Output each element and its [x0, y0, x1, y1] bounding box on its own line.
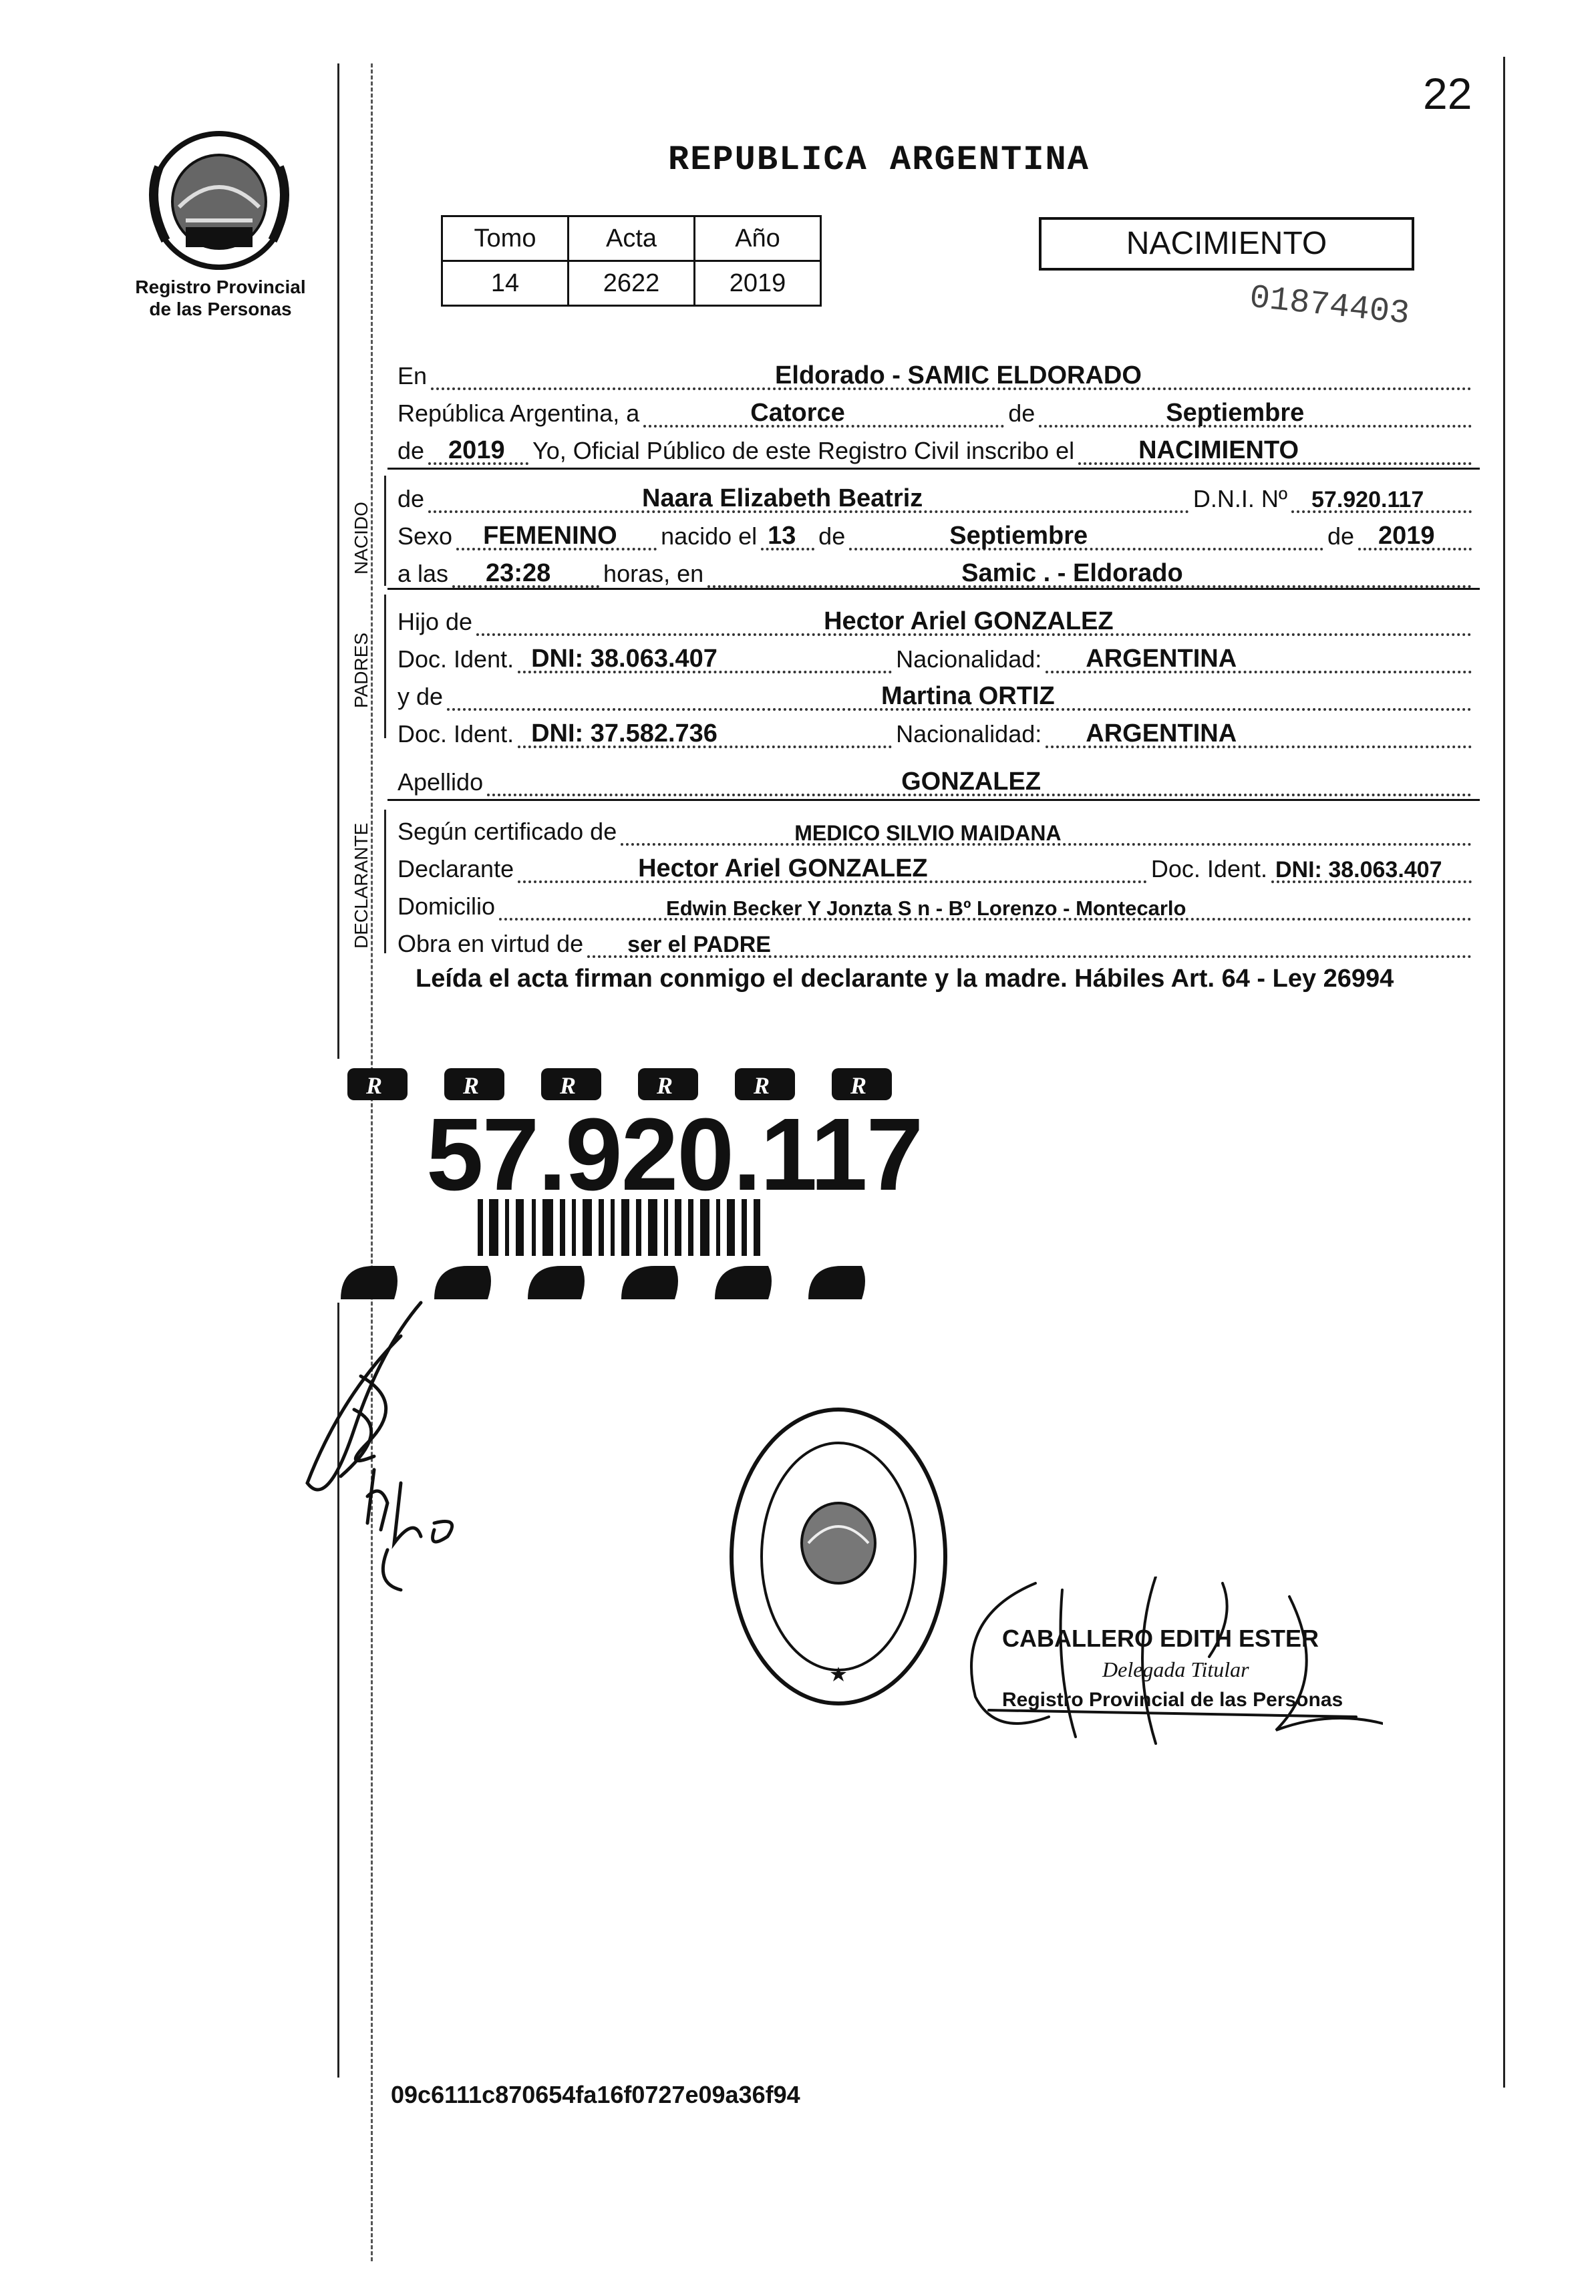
separator-2	[387, 588, 1480, 590]
row-sex	[397, 513, 1476, 550]
declarante-bracket	[384, 810, 386, 953]
year-label: de	[397, 437, 425, 464]
mother-nationality: ARGENTINA	[1086, 719, 1237, 748]
side-label-padres: PADRES	[351, 632, 371, 708]
declarant-name: Hector Ariel GONZALEZ	[638, 854, 928, 882]
svg-text:R: R	[850, 1072, 867, 1099]
separator-1	[387, 468, 1480, 470]
anio-header: Año	[695, 216, 821, 261]
svg-text:R: R	[754, 1072, 770, 1099]
name-label: de	[397, 485, 425, 512]
official-stamp-text	[1002, 1623, 1343, 1715]
declarant-signature	[301, 1296, 501, 1603]
tomo-acta-table	[441, 215, 822, 307]
birth-time: 23:28	[486, 559, 551, 587]
province-coat-of-arms	[139, 127, 299, 274]
declarant-doc: DNI: 38.063.407	[1275, 857, 1442, 882]
sex-label: Sexo	[397, 522, 453, 550]
mother-name: Martina ORTIZ	[881, 682, 1055, 710]
en-label: En	[397, 362, 428, 389]
born-month: Septiembre	[949, 522, 1088, 550]
declarant-doc-label: Doc. Ident.	[1150, 855, 1267, 882]
official-seal	[725, 1403, 952, 1710]
address-value: Edwin Becker Y Jonzta S n - Bº Lorenzo - Montecarlo	[666, 896, 1186, 920]
role-label: Obra en virtud de	[397, 930, 584, 957]
svg-text:R: R	[657, 1072, 673, 1099]
record-type-box: NACIMIENTO	[1039, 217, 1414, 271]
father-label: Hijo de	[397, 608, 473, 635]
signatory-office: Registro Provincial de las Personas	[1002, 1689, 1343, 1711]
address-label: Domicilio	[397, 892, 496, 920]
row-year	[397, 428, 1476, 465]
logo-caption-line2: de las Personas	[149, 299, 292, 319]
surname-label: Apellido	[397, 768, 484, 796]
father-nationality-label: Nacionalidad:	[896, 645, 1042, 673]
mother-nationality-label: Nacionalidad:	[896, 720, 1042, 748]
nacido-bracket	[384, 476, 386, 586]
acta-value: 2622	[569, 261, 695, 306]
signatory-title: Delegada Titular	[1102, 1657, 1249, 1681]
father-name: Hector Ariel GONZALEZ	[824, 607, 1114, 635]
dni-label: D.N.I. Nº	[1192, 485, 1287, 512]
row-declarant	[397, 846, 1476, 883]
row-role	[397, 921, 1476, 958]
child-dni: 57.920.117	[1311, 487, 1424, 512]
oficial-text: Yo, Oficial Público de este Registro Civil inscribo el	[532, 437, 1075, 464]
surname: GONZALEZ	[901, 768, 1042, 796]
birth-place: Samic . - Eldorado	[961, 559, 1183, 587]
role-value: ser el PADRE	[627, 932, 771, 957]
logo-caption	[134, 276, 307, 320]
time-label: a las	[397, 560, 449, 587]
document-hash: 09c6111c870654fa16f0727e09a36f94	[391, 2081, 800, 2108]
mother-label: y de	[397, 683, 444, 710]
row-address	[397, 883, 1476, 921]
row-surname	[397, 759, 1476, 796]
closing-text: Leída el acta firman conmigo el declarante y la madre. Hábiles Art. 64 - Ley 26994	[416, 965, 1394, 993]
born-label: nacido el	[661, 522, 758, 550]
father-doc: DNI: 38.063.407	[531, 645, 717, 673]
row-republica	[397, 390, 1476, 428]
place-of-registration: Eldorado - SAMIC ELDORADO	[775, 361, 1142, 389]
separator-3	[387, 799, 1480, 801]
mother-doc: DNI: 37.582.736	[531, 719, 717, 748]
row-father-doc	[397, 636, 1476, 673]
row-cert	[397, 808, 1476, 846]
acta-header: Acta	[569, 216, 695, 261]
anio-value: 2019	[695, 261, 821, 306]
cert-label: Según certificado de	[397, 818, 617, 845]
row-mother-doc	[397, 711, 1476, 748]
born-year: 2019	[1378, 522, 1435, 550]
child-name: Naara Elizabeth Beatriz	[642, 484, 923, 512]
serial-number: 01874403	[1247, 279, 1412, 334]
country-title: REPUBLICA ARGENTINA	[668, 140, 1090, 180]
sex-value: FEMENINO	[483, 522, 617, 550]
father-doc-label: Doc. Ident.	[397, 645, 514, 673]
padres-bracket	[384, 595, 386, 738]
hours-label: horas, en	[603, 560, 704, 587]
tomo-value: 14	[442, 261, 569, 306]
born-de-label: de	[818, 522, 846, 550]
day-text: Catorce	[750, 399, 845, 427]
mother-doc-label: Doc. Ident.	[397, 720, 514, 748]
republica-label: República Argentina, a	[397, 399, 640, 427]
svg-text:R: R	[560, 1072, 577, 1099]
row-name	[397, 476, 1476, 513]
row-mother	[397, 673, 1476, 711]
declarant-label: Declarante	[397, 855, 514, 882]
signatory-name: CABALLERO EDITH ESTER	[1002, 1625, 1319, 1652]
father-nationality: ARGENTINA	[1086, 645, 1237, 673]
side-label-declarante: DECLARANTE	[351, 822, 371, 949]
left-margin-line	[337, 63, 339, 1059]
row-father	[397, 599, 1476, 636]
dni-sticker-number: 57.920.117	[426, 1097, 923, 1212]
row-en	[397, 353, 1476, 390]
svg-text:R: R	[366, 1072, 383, 1099]
side-label-nacido: NACIDO	[351, 502, 371, 575]
inscription-type: NACIMIENTO	[1138, 436, 1299, 464]
born-day: 13	[768, 522, 796, 550]
right-margin-line	[1503, 57, 1505, 2088]
page-number: 22	[1423, 69, 1472, 118]
de-label: de	[1008, 399, 1035, 427]
logo-caption-line1: Registro Provincial	[135, 277, 306, 297]
svg-text:R: R	[463, 1072, 480, 1099]
year: 2019	[448, 436, 505, 464]
month: Septiembre	[1166, 399, 1305, 427]
row-time	[397, 550, 1476, 588]
born-year-label: de	[1327, 522, 1354, 550]
tomo-header: Tomo	[442, 216, 569, 261]
cert-value: MEDICO SILVIO MAIDANA	[794, 821, 1062, 845]
